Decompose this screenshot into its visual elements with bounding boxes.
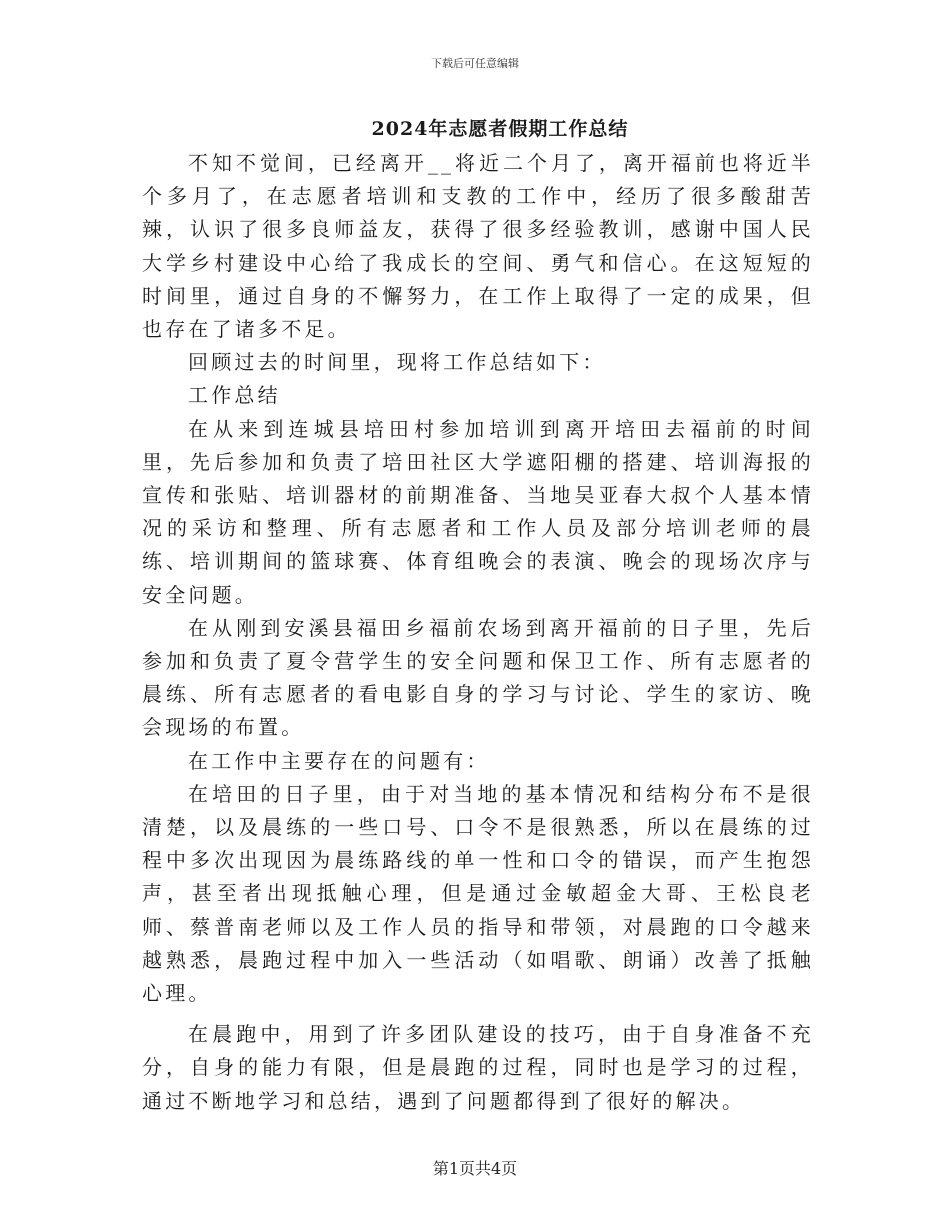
- document-title: 2024年志愿者假期工作总结: [371, 118, 629, 140]
- page-number-footer: 第1页共4页: [432, 1159, 518, 1178]
- paragraph-review: 回顾过去的时间里，现将工作总结如下：: [188, 350, 606, 375]
- page-header-note: 下载后可任意编辑: [431, 57, 519, 70]
- paragraph-fuqian-work: 在从刚到安溪县福田乡福前农场到离开福前的日子里，先后参加和负责了夏令营学生的安全问题和保卫工作、所有志愿者的晨练、所有志愿者的看电影自身的学习与讨论、学生的家访、晚会现场的布置。: [142, 615, 814, 740]
- paragraph-morning-run: 在晨跑中，用到了许多团队建设的技巧，由于自身准备不充分，自身的能力有限，但是晨跑的过程，同时也是学习的过程，通过不断地学习和总结，遇到了问题都得到了很好的解决。: [142, 1022, 814, 1113]
- paragraph-problems-intro: 在工作中主要存在的问题有：: [188, 748, 490, 773]
- paragraph-peitian-work: 在从来到连城县培田村参加培训到离开培田去福前的时间里，先后参加和负责了培田社区大学遮阳棚的搭建、培训海报的宣传和张贴、培训器材的前期准备、当地吴亚春大叔个人基本情况的采访和整理、所有志愿者和工作人员及部分培训老师的晨练、培训期间的篮球赛、体育组晚会的表演、晚会的现场次序与安全问题。: [142, 416, 814, 607]
- section-heading-work-summary: 工作总结: [188, 383, 281, 408]
- paragraph-intro: 不知不觉间，已经离开__将近二个月了，离开福前也将近半个多月了，在志愿者培训和支教的工作中，经历了很多酸甜苦辣，认识了很多良师益友，获得了很多经验教训，感谢中国人民大学乡村建设中心给了我成长的空间、勇气和信心。在这短短的时间里，通过自身的不懈努力，在工作上取得了一定的成果，但也存在了诸多不足。: [142, 151, 814, 342]
- document-body: [142, 147, 814, 1118]
- paragraph-peitian-problems: 在培田的日子里，由于对当地的基本情况和结构分布不是很清楚，以及晨练的一些口号、口令不是很熟悉，所以在晨练的过程中多次出现因为晨练路线的单一性和口令的错误，而产生抱怨声，甚至者出现抵触心理，但是通过金敏超金大哥、王松良老师、蔡普南老师以及工作人员的指导和带领，对晨跑的口令越来越熟悉，晨跑过程中加入一些活动（如唱歌、朗诵）改善了抵触心理。: [142, 781, 814, 1006]
